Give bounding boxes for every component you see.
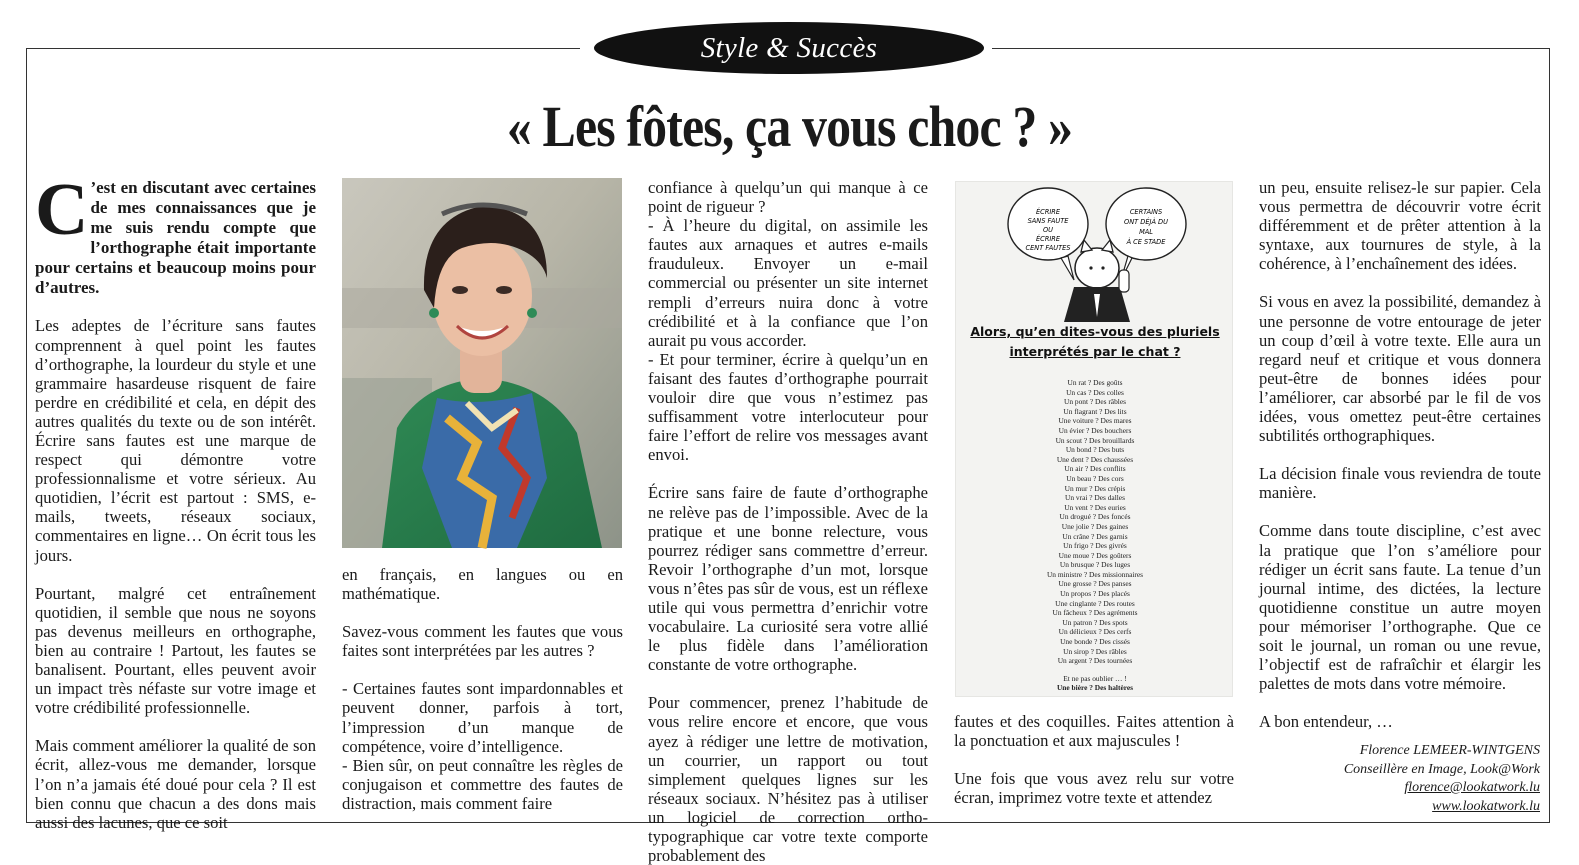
left-bubble-line: OU	[1042, 226, 1054, 234]
paragraph: en français, en langues ou en mathématique.	[342, 565, 623, 604]
author-email-link[interactable]: florence@lookatwork.lu	[1404, 780, 1540, 795]
lead-text: ’est en discutant avec certaines de mes connaissances que je me suis rendu compte que l’orthographe était importante pour certains et beaucoup moins pour d’autres.	[35, 178, 316, 297]
column-1	[35, 169, 316, 832]
right-bubble-line: À CE STADE	[1126, 238, 1166, 246]
paragraph: Savez-vous comment les fautes que vous faites sont interprétées par les autres ?	[342, 622, 623, 661]
paragraph: Si vous en avez la possibilité, demandez à une personne de votre entourage de jeter un coup d’œil à votre texte. Elle aura un regard neuf et critique et vous donnera peut-être de bonnes idées pour l’améliorer, car absorbé par le fil de vos idées, vous omettez peut-être certaines subtilités orthographiques.	[1259, 292, 1541, 446]
paragraph: confiance à quelqu’un qui manque à ce point de rigueur ?	[648, 178, 928, 217]
plural-item: Un propos ? Des placés	[1060, 589, 1130, 599]
plural-item: Un frigo ? Des givrés	[1063, 541, 1127, 551]
paragraph: - Et pour terminer, écrire à quelqu’un en faisant des fautes d’orthographe pourrait vouloir dire que vous n’estimez pas suffisamment votre interlocuteur pour faire l’effort de relire vos messages avant envoi.	[648, 349, 928, 465]
rubric-label: Style & Succès	[700, 31, 878, 64]
plural-item: Un bond ? Des buts	[1065, 445, 1125, 455]
author-name: Florence LEMEER-WINTGENS	[1359, 743, 1540, 758]
plural-item: Une dent ? Des chaussées	[1056, 454, 1134, 464]
right-bubble-line: MAL	[1139, 228, 1153, 236]
paragraph: La décision finale vous reviendra de toute manière.	[1259, 464, 1541, 503]
left-bubble-line: ÉCRIRE	[1035, 208, 1061, 216]
paragraph: - Certaines fautes sont impardonnables et peuvent donner, parfois à tort, l’impression d’un manque de compétence, voire d’intelligence.	[342, 679, 623, 756]
author-role: Conseillère en Image, Look@Work	[1343, 761, 1540, 777]
author-signature	[1220, 742, 1540, 816]
drop-cap: C	[35, 169, 89, 251]
cat-cartoon	[956, 182, 1234, 322]
plural-item: Un scout ? Des brouillards	[1055, 435, 1135, 445]
author-website-link[interactable]: www.lookatwork.lu	[1432, 798, 1540, 814]
cartoon-question: Alors, qu’en dites-vous des pluriels interprétés par le chat ?	[970, 324, 1220, 359]
right-bubble-line: CERTAINS	[1129, 208, 1163, 216]
cartoon-box	[955, 181, 1233, 697]
plural-item: Un rat ? Des goûts	[1067, 378, 1123, 387]
plural-item: Un délicieux ? Des cerfs	[1058, 627, 1132, 637]
plural-item: Un pont ? Des râbles	[1064, 397, 1126, 407]
plural-item: Une moue ? Des goûters	[1058, 550, 1132, 560]
plural-item: Un flagrant ? Des lits	[1063, 406, 1127, 416]
plural-item: Une cinglante ? Des routes	[1055, 598, 1135, 608]
left-bubble-line: CENT FAUTES	[1025, 244, 1071, 252]
plural-item: Une voiture ? Des mares	[1058, 416, 1132, 426]
section-rubric	[594, 22, 984, 74]
headline: « Les fôtes, ça vous choc ? »	[506, 94, 1073, 159]
right-bubble-line: ONT DÉJÀ DU	[1124, 218, 1168, 226]
plural-item: Un cas ? Des colles	[1066, 387, 1124, 397]
paragraph: Comme dans toute discipline, c’est avec la pratique que l’on s’améliore pour rédiger un écrit sans faute. La tenue d’un journal intime, des dictées, la lecture quotidienne constitue un autre moyen pour mémoriser l’orthographe. Que ce soit le journal, un roman ou une revue, l’objectif est de rafraîchir et élargir les palettes de mots dans votre mémoire.	[1259, 521, 1541, 694]
paragraph: - Bien sûr, on peut connaître les règles de conjugaison et commettre des fautes de distraction, mais comment faire	[342, 755, 623, 813]
plurals-list	[976, 378, 1214, 693]
plurals-footer: Et ne pas oublier … !	[1063, 673, 1127, 683]
plural-item: Un argent ? Des tournées	[1057, 656, 1133, 666]
paragraph: Pourtant, malgré cet entraînement quotidien, il semble que nous ne soyons pas devenus meilleurs en orthographe, bien au contraire ! Partout, les fautes se banalisent. Pourtant, elles peuvent avoir un impact très néfaste sur votre image et votre crédibilité professionnelle.	[35, 583, 316, 718]
plural-item: Une grosse ? Des panses	[1058, 579, 1132, 589]
column-5	[1259, 178, 1541, 731]
plural-item: Un patron ? Des spots	[1062, 617, 1128, 627]
plural-item: Un vent ? Des euries	[1064, 502, 1126, 512]
lead-paragraph	[35, 169, 316, 297]
left-bubble-line: ÉCRIRE	[1035, 235, 1061, 243]
paragraph: Une fois que vous avez relu sur votre écran, imprimez votre texte et attendez	[954, 769, 1234, 808]
plural-item: Un mur ? Des crépis	[1064, 483, 1126, 493]
paragraph: - À l’heure du digital, on assimile les fautes aux arnaques et autres e-mails frauduleux. Envoyer un e-mail commercial ou présenter un site internet rempli d’erreurs nuira donc à votre crédibilité et à la confiance que l’on aurait pu vous accorder.	[648, 216, 928, 350]
closing-line: A bon entendeur, …	[1259, 712, 1393, 732]
paragraph: Mais comment améliorer la qualité de son écrit, allez-vous me demander, lorsque l’on n’a jamais été doué pour cela ? Il est bien connu que chacun a des dons mais aussi des lacunes, que ce soit	[35, 736, 316, 832]
column-2	[342, 565, 623, 813]
portrait-illustration	[342, 178, 622, 548]
plural-item: Un drogué ? Des foncés	[1059, 512, 1131, 522]
left-bubble-line: SANS FAUTE	[1027, 217, 1069, 225]
plural-item: Un évier ? Des bouchers	[1058, 425, 1132, 435]
paragraph: Écrire sans faire de faute d’orthographe ne relève pas de l’impossible. Avec de la pratique et une bonne relecture, vous pourrez rédiger sans commettre d’erreur. Revoir l’orthographe d’un mot, lorsque vous n’êtes pas sûr de vous, est un réflexe utile qui vous permettra d’enrichir votre vocabulaire. La curiosité sera votre allié le plus fidèle dans l’amélioration constante de votre orthographe.	[648, 483, 928, 675]
plural-item: Une jolie ? Des gaines	[1061, 521, 1129, 531]
paragraph: Les adeptes de l’écriture sans fautes comprennent à quel point les fautes d’orthographe, la lourdeur du style et une grammaire hasardeuse risquent de faire perdre en crédibilité et cela, en dépit des autres qualités du texte ou de son intérêt. Écrire sans fautes est une marque de respect qui démontre votre professionnalisme et votre sérieux. Au quotidien, l’écrit est partout : SMS, e-mails, tweets, réseaux sociaux, commentaires en ligne… On écrit tous les jours.	[35, 316, 316, 565]
plural-item: Un vrai ? Des dalles	[1065, 493, 1125, 503]
plural-item: Un air ? Des conflits	[1064, 464, 1126, 474]
column-4	[954, 712, 1234, 807]
paragraph: fautes et des coquilles. Faites attention à la ponctuation et aux majuscules !	[954, 712, 1234, 751]
plural-item: Un fâcheux ? Des agréments	[1052, 608, 1138, 618]
author-portrait	[342, 178, 622, 548]
plural-item: Un beau ? Des cors	[1066, 473, 1124, 483]
plurals-punchline: Une bière ? Des haltères	[1056, 683, 1134, 693]
plural-item: Un crâne ? Des garnis	[1062, 531, 1128, 541]
paragraph: Pour commencer, prenez l’habitude de vous relire encore et encore, que vous ayez à rédiger une lettre de motivation, un courrier, un rapport ou tout simplement quelques lignes sur les réseaux sociaux. N’hésitez pas à utiliser un logiciel de correction ortho-typographique car votre texte comporte probablement des	[648, 693, 928, 865]
plural-item: Un ministre ? Des missionnaires	[1046, 569, 1144, 579]
plural-item: Un sirop ? Des râbles	[1063, 646, 1127, 656]
plural-item: Une bonde ? Des cissés	[1060, 637, 1130, 647]
paragraph: un peu, ensuite relisez-le sur papier. Cela vous permettra de découvrir votre écrit différemment et de prêter attention à la syntaxe, aux tournures de style, à la cohérence, à l’enchaînement des idées.	[1259, 178, 1541, 274]
plural-item: Un brusque ? Des luges	[1059, 560, 1131, 570]
column-3	[648, 178, 928, 865]
